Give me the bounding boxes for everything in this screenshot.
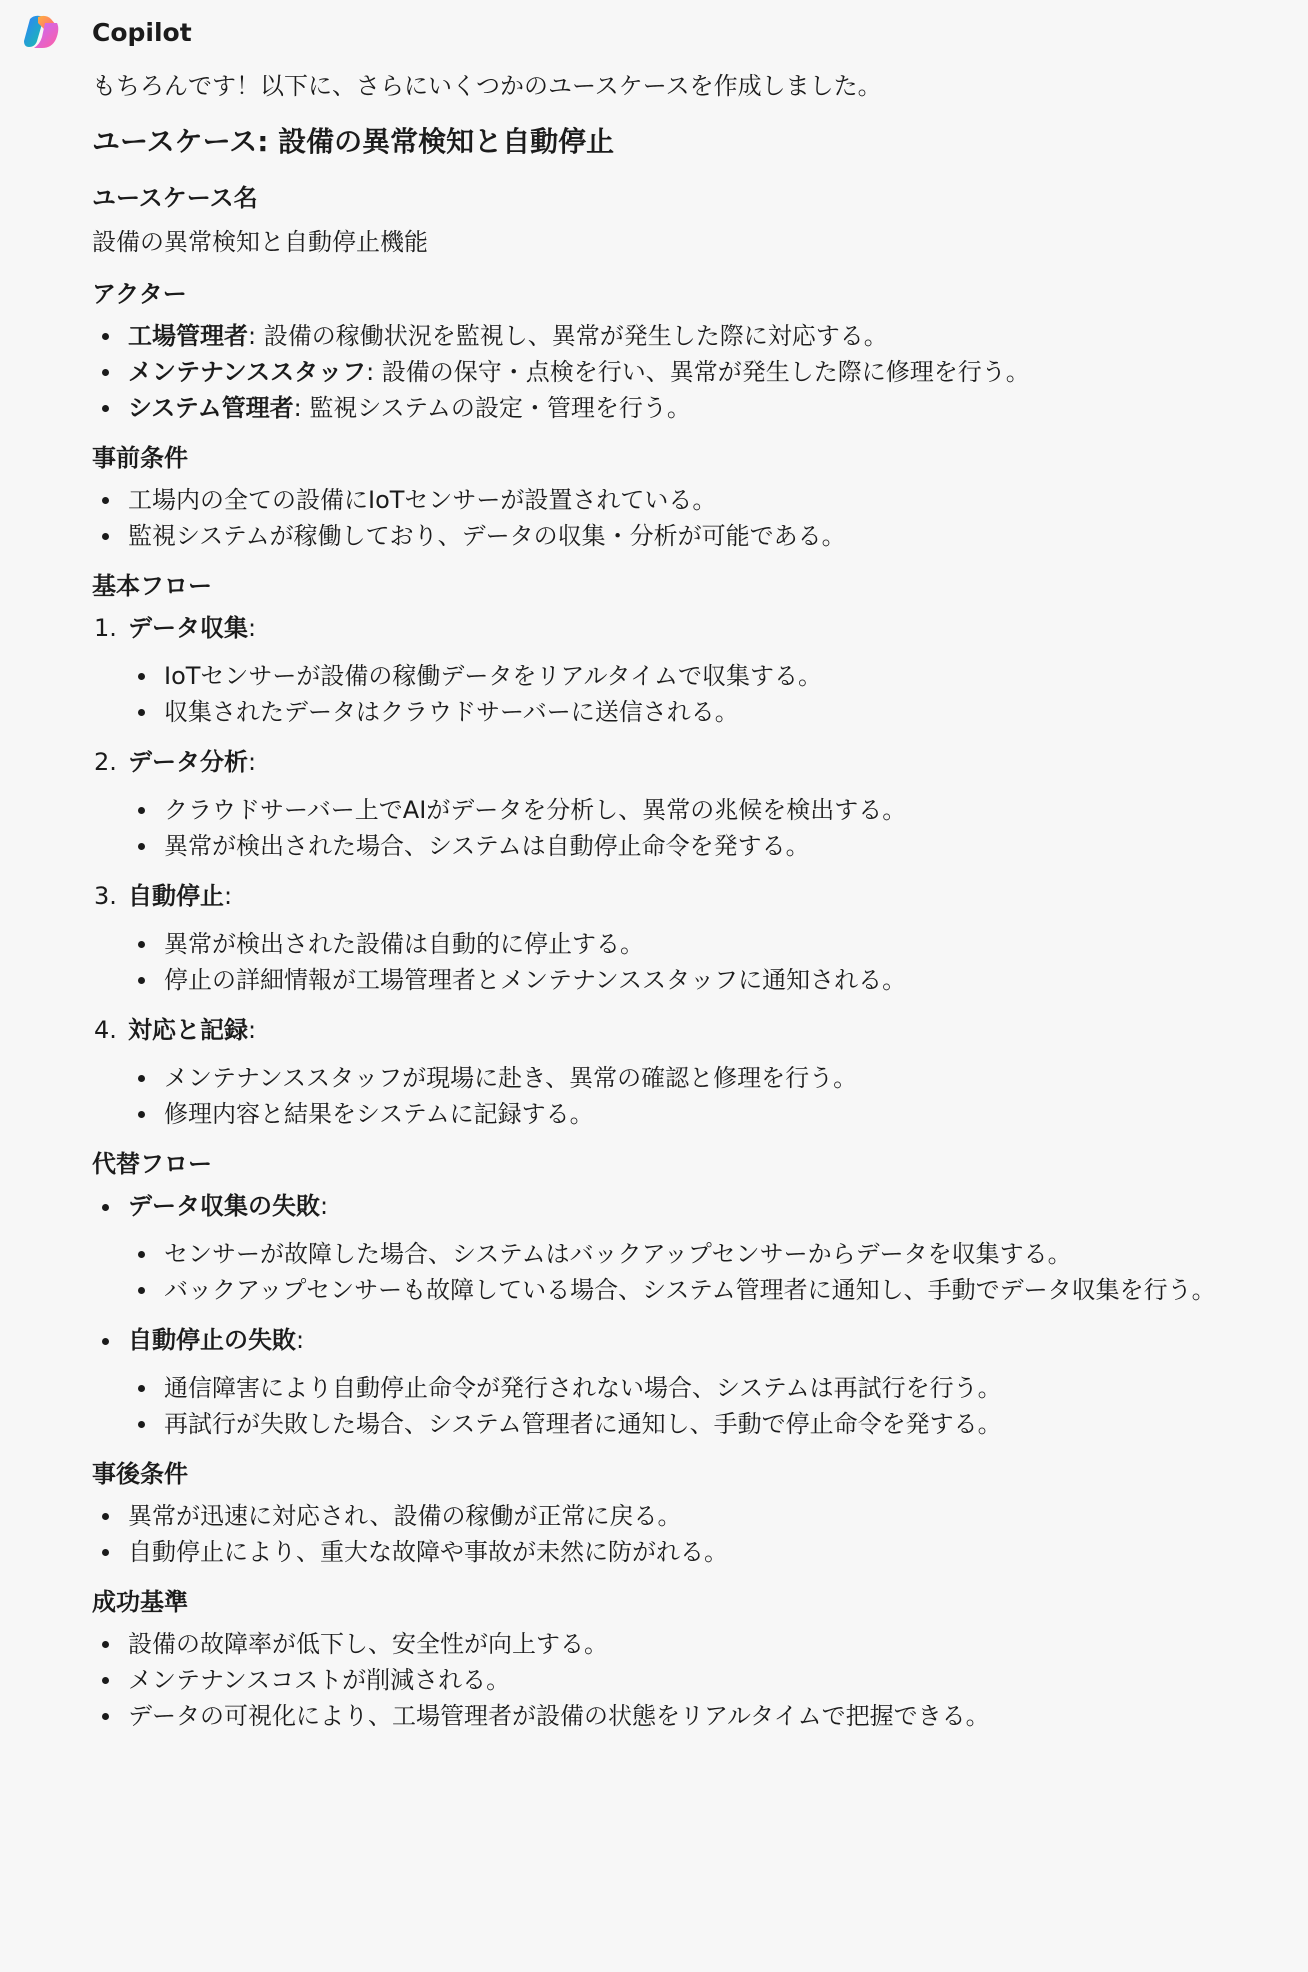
group-sublist [128,1236,1292,1308]
section-heading-preconditions: 事前条件 [92,444,188,472]
step-label: データ分析 [128,748,248,776]
list-item: メンテナンスコストが削減される。 [92,1662,1292,1698]
list-item: 監視システムが稼働しており、データの収集・分析が可能である。 [92,518,1292,554]
list-item [92,390,1292,426]
step-sublist [128,658,1292,730]
step-sublist [128,1060,1292,1132]
basic-flow-list [92,610,1292,1132]
list-item: 通信障害により自動停止命令が発行されない場合、システムは再試行を行う。 [128,1370,1292,1406]
flow-step [92,878,1292,998]
list-item: 収集されたデータはクラウドサーバーに送信される。 [128,694,1292,730]
list-item: 異常が検出された場合、システムは自動停止命令を発する。 [128,828,1292,864]
actor-text: : 設備の稼働状況を監視し、異常が発生した際に対応する。 [248,322,888,350]
step-suffix: : [248,1016,257,1044]
list-item: データの可視化により、工場管理者が設備の状態をリアルタイムで把握できる。 [92,1698,1292,1734]
actor-label: システム管理者 [128,394,294,422]
group-suffix: : [296,1326,305,1354]
list-item: 工場内の全ての設備にIoTセンサーが設置されている。 [92,482,1292,518]
group-sublist [128,1370,1292,1442]
flow-step [92,744,1292,864]
step-sublist [128,926,1292,998]
list-item: 再試行が失敗した場合、システム管理者に通知し、手動で停止命令を発する。 [128,1406,1292,1442]
section-heading-success-criteria: 成功基準 [92,1588,188,1616]
section-heading-postconditions: 事後条件 [92,1460,188,1488]
list-item: 設備の故障率が低下し、安全性が向上する。 [92,1626,1292,1662]
list-item: クラウドサーバー上でAIがデータを分析し、異常の兆候を検出する。 [128,792,1292,828]
intro-text: もちろんです！以下に、さらにいくつかのユースケースを作成しました。 [92,72,882,100]
step-suffix: : [248,614,257,642]
list-item: 異常が検出された設備は自動的に停止する。 [128,926,1292,962]
list-item [92,354,1292,390]
actor-label: 工場管理者 [128,322,248,350]
section-heading-name: ユースケース名 [92,184,258,212]
step-sublist [128,792,1292,864]
copilot-logo-icon [20,11,62,53]
alternate-group [92,1322,1292,1442]
app-name: Copilot [92,17,192,47]
flow-step [92,610,1292,730]
step-number: 2. [94,748,117,776]
group-label: データ収集の失敗 [128,1192,320,1220]
step-number: 4. [94,1016,117,1044]
postconditions-list [92,1498,1292,1570]
group-label: 自動停止の失敗 [128,1326,296,1354]
step-suffix: : [248,748,257,776]
alternate-group [92,1188,1292,1308]
usecase-name-text: 設備の異常検知と自動停止機能 [92,228,428,256]
preconditions-list [92,482,1292,554]
chat-header [20,10,192,54]
section-heading-actors: アクター [92,280,187,308]
alternate-flow-list [92,1188,1292,1442]
list-item: バックアップセンサーも故障している場合、システム管理者に通知し、手動でデータ収集を行う。 [128,1272,1292,1308]
actor-text: : 設備の保守・点検を行い、異常が発生した際に修理を行う。 [366,358,1030,386]
list-item: 自動停止により、重大な故障や事故が未然に防がれる。 [92,1534,1292,1570]
step-label: 対応と記録 [128,1016,248,1044]
page-title: ユースケース: 設備の異常検知と自動停止 [92,125,615,158]
success-criteria-list [92,1626,1292,1734]
actor-label: メンテナンススタッフ [128,358,367,386]
flow-step [92,1012,1292,1132]
actors-list [92,318,1292,426]
list-item: 異常が迅速に対応され、設備の稼働が正常に戻る。 [92,1498,1292,1534]
list-item: IoTセンサーが設備の稼働データをリアルタイムで収集する。 [128,658,1292,694]
section-heading-alternate-flow: 代替フロー [92,1150,212,1178]
actor-text: : 監視システムの設定・管理を行う。 [293,394,691,422]
step-number: 1. [94,614,117,642]
step-label: データ収集 [128,614,248,642]
section-heading-basic-flow: 基本フロー [92,572,212,600]
list-item: メンテナンススタッフが現場に赴き、異常の確認と修理を行う。 [128,1060,1292,1096]
group-suffix: : [320,1192,329,1220]
list-item: センサーが故障した場合、システムはバックアップセンサーからデータを収集する。 [128,1236,1292,1272]
list-item [92,318,1292,354]
step-suffix: : [224,882,233,910]
chat-message [92,66,1292,1740]
list-item: 停止の詳細情報が工場管理者とメンテナンススタッフに通知される。 [128,962,1292,998]
list-item: 修理内容と結果をシステムに記録する。 [128,1096,1292,1132]
step-number: 3. [94,882,117,910]
step-label: 自動停止 [128,882,224,910]
